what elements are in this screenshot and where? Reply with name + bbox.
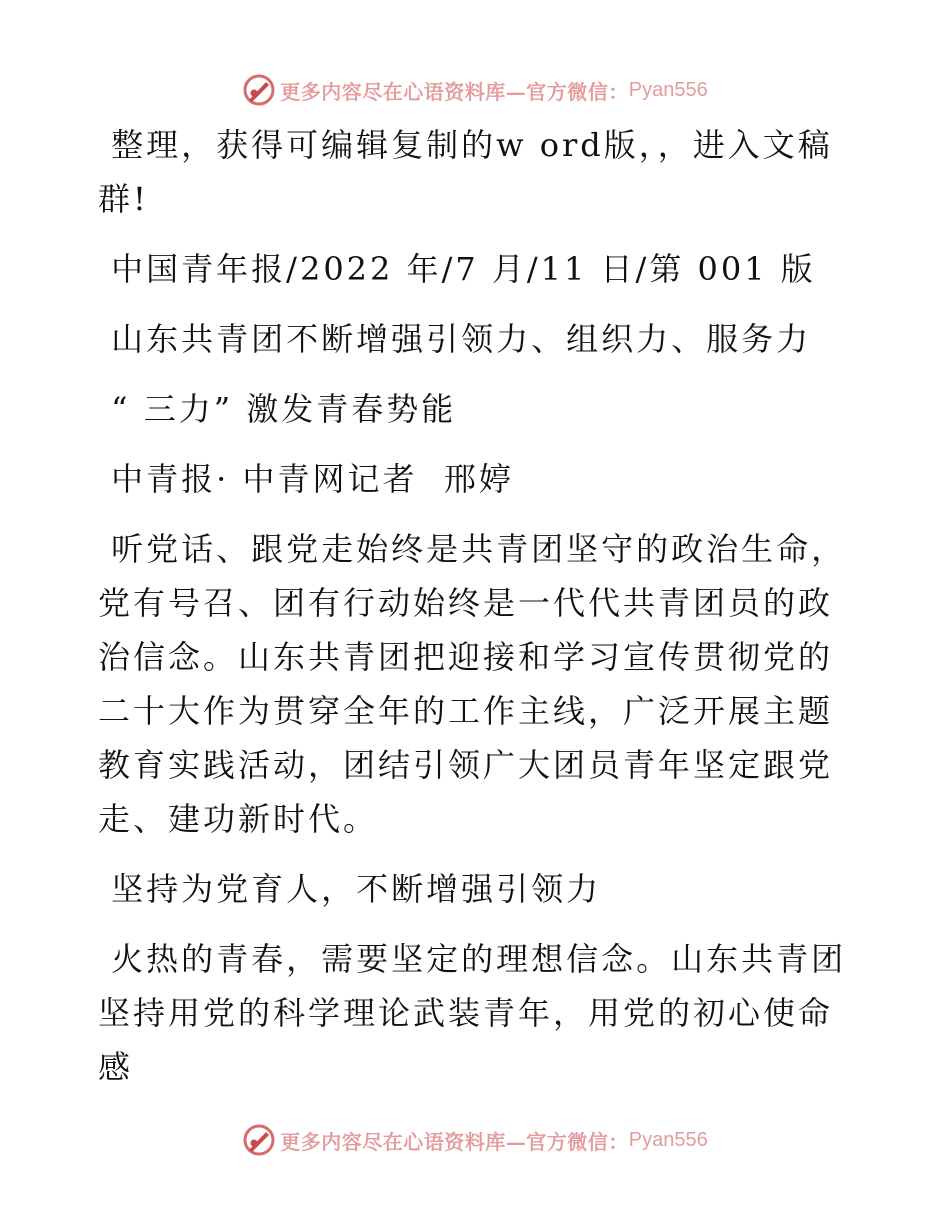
paragraph-source: 中国青年报/2022 年/7 月/11 日/第 001 版 [98,250,816,288]
paragraph-subheadline: “ 三力” 激发青春势能 [98,390,457,428]
watermark-text: 更多内容尽在心语资料库—官方微信： [280,79,629,104]
paragraph-byline: 中青报· 中青网记者 邢婷 [98,460,514,498]
footer-watermark [0,1120,950,1160]
paragraph-body-1: 听党话、跟党走始终是共青团坚守的政治生命，党有号召、团有行动始终是一代代共青团员的政治信念。山东共青团把迎接和学习宣传贯彻党的二十大作为贯穿全年的工作主线，广泛开展主题教育实践活动，团结引领广大团员青年坚定跟党走、建功新时代。 [98,530,847,838]
watermark-handle: Pyan556 [628,1128,708,1151]
watermark-text: 更多内容尽在心语资料库—官方微信： [280,1129,629,1154]
paragraph-section-heading: 坚持为党育人，不断增强引领力 [98,870,602,908]
header-watermark [0,70,950,110]
paragraph-headline: 山东共青团不断增强引领力、组织力、服务力 [98,320,812,358]
watermark-handle: Pyan556 [628,78,708,101]
quill-logo-icon [242,1123,276,1157]
quill-logo-icon [242,73,276,107]
paragraph-body-2: 火热的青春，需要坚定的理想信念。山东共青团坚持用党的科学理论武装青年，用党的初心使命感 [98,940,847,1086]
document-body [98,118,858,1094]
paragraph-intro: 整理，获得可编辑复制的w ord版，，进入文稿群! [98,126,833,218]
